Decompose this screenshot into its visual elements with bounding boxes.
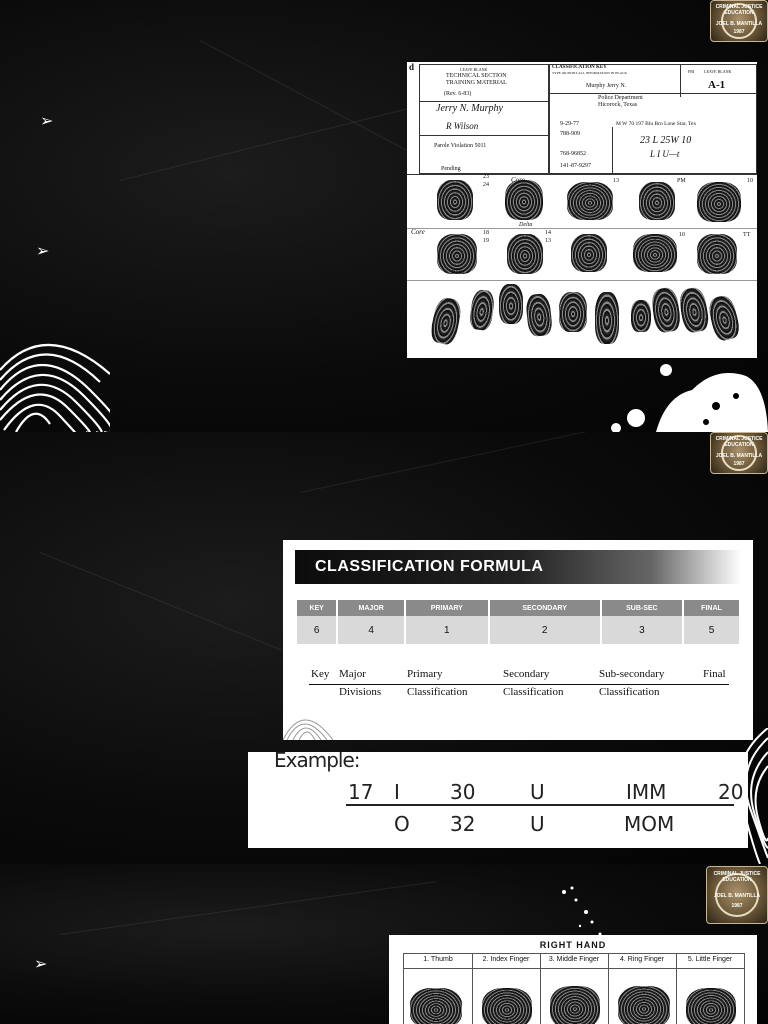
formula-table	[297, 600, 741, 644]
logo-text: CRIMINAL JUSTICE EDUCATION	[715, 4, 763, 16]
annotation: PM	[677, 178, 686, 184]
formula-header: KEY	[297, 600, 337, 616]
logo-text: CRIMINAL JUSTICE EDUCATION	[713, 871, 761, 883]
key-subtitle: TYPE OR PRINT ALL INFORMATION IN BLACK	[552, 71, 628, 75]
formula-header: FINAL	[683, 600, 740, 616]
card-label: d	[409, 62, 415, 72]
right-hand-title: RIGHT HAND	[539, 940, 607, 950]
logo-text: 1987	[733, 29, 745, 35]
subject-name: Murphy Jerry N.	[586, 83, 627, 89]
handwritten-formula: 23 L 25W 10	[640, 135, 692, 146]
annotation: 24	[483, 182, 489, 188]
example-value: 32	[450, 812, 476, 836]
official-signature: R Wilson	[446, 121, 479, 131]
logo-text: 1987	[731, 903, 743, 909]
fingerprint-impression	[633, 234, 677, 272]
formula-title-bar	[295, 550, 741, 584]
example-value: IMM	[626, 780, 667, 804]
fingerprint-impression	[571, 234, 607, 272]
fingerprint-impression	[595, 292, 619, 344]
formula-header: SUB-SEC	[601, 600, 683, 616]
annotation: Core	[511, 176, 525, 184]
formula-value: 4	[337, 616, 405, 644]
id-number: 788-909	[560, 131, 580, 137]
formula-value: 2	[489, 616, 601, 644]
legend-label: Primary	[407, 668, 443, 680]
classification-formula-card	[283, 540, 753, 740]
annotation: 18	[483, 230, 489, 236]
ink-splatter-decoration	[596, 356, 768, 432]
logo-text: 1987	[733, 461, 745, 467]
annotation: 10	[747, 178, 753, 184]
legend-label: Final	[703, 668, 726, 680]
criminal-justice-logo	[710, 0, 768, 42]
annotation: 13	[613, 178, 619, 184]
slide-2	[0, 432, 768, 864]
card-left-block	[419, 64, 549, 174]
finger-label-little: 5. Little Finger	[687, 956, 733, 963]
background-crease	[40, 552, 281, 650]
bullet-arrow-icon: ➢	[40, 113, 54, 130]
example-value: I	[394, 780, 400, 804]
fingerprint-impression	[567, 182, 613, 220]
logo-text: JOEL B. MANTILLA	[715, 21, 763, 27]
legend-underline	[309, 684, 729, 685]
legend-label: Classification	[503, 686, 564, 698]
fingerprint-impression	[437, 234, 477, 274]
fingerprint-impression	[697, 182, 741, 222]
example-value: U	[530, 812, 545, 836]
bullet-arrow-icon: ➢	[36, 243, 50, 260]
legend-label: Divisions	[339, 686, 382, 698]
logo-text: JOEL B. MANTILLA	[713, 893, 761, 899]
formula-header: SECONDARY	[489, 600, 601, 616]
index-print	[482, 988, 532, 1024]
formula-value: 3	[601, 616, 683, 644]
fingerprint-impression	[468, 289, 495, 332]
legend-label: Key	[311, 668, 330, 680]
annotation: Delta	[519, 222, 533, 228]
fingerprint-impression	[559, 292, 587, 332]
fingerprint-impression	[697, 234, 737, 274]
legend-label: Classification	[599, 686, 660, 698]
criminal-justice-logo	[710, 432, 768, 474]
finger-label-thumb: 1. Thumb	[423, 956, 453, 963]
slide-3	[0, 864, 768, 1024]
class-code: A-1	[708, 79, 726, 91]
legend-label: Sub-secondary	[599, 668, 665, 680]
legend-label: Classification	[407, 686, 468, 698]
finger-label-index: 2. Index Finger	[482, 956, 530, 963]
example-value: MOM	[624, 812, 675, 836]
background-crease	[300, 432, 711, 493]
middle-print	[550, 986, 600, 1024]
legend-label: Major	[339, 668, 366, 680]
fraction-line	[346, 804, 734, 806]
fingerprint-impression	[507, 234, 543, 274]
criminal-justice-logo	[706, 866, 768, 924]
example-value: 17	[348, 780, 374, 804]
fingerprint-impression	[505, 180, 543, 220]
fingerprint-decoration-icon	[0, 330, 110, 432]
ring-print	[618, 986, 670, 1024]
signature-text: Jerry N. Murphy	[436, 103, 503, 114]
thumb-print	[410, 988, 462, 1024]
example-value: O	[394, 812, 410, 836]
bullet-arrow-icon: ➢	[34, 956, 48, 973]
leave-blank-label: LEAVE BLANK	[460, 67, 488, 72]
fbi-label: FBI	[688, 69, 695, 74]
formula-header: PRIMARY	[405, 600, 488, 616]
little-print	[686, 988, 736, 1024]
formula-value: 6	[297, 616, 337, 644]
fingerprint-impression	[437, 180, 473, 220]
finger-label-ring: 4. Ring Finger	[620, 956, 664, 963]
fingerprint-impression	[525, 293, 553, 337]
agency-text: TECHNICAL SECTION TRAINING MATERIAL	[446, 73, 507, 86]
fingerprint-impression	[631, 300, 651, 332]
annotation: 19	[483, 238, 489, 244]
fingerprint-impression	[429, 296, 464, 346]
finger-grid	[403, 953, 745, 1024]
fingerprint-impression	[677, 286, 710, 334]
example-value: U	[530, 780, 545, 804]
key-title: CLASSIFICATION KEY	[552, 65, 607, 70]
fingerprint-impression	[639, 182, 675, 220]
description-row: M W 70 197 Blu Brn Lone Star, Tex	[616, 121, 697, 127]
formula-value: 1	[405, 616, 488, 644]
example-value: 20	[718, 780, 744, 804]
fingerprint-decoration-icon	[283, 700, 333, 740]
example-card	[248, 748, 748, 848]
charge-text: Parole Violation 5011	[434, 143, 487, 149]
formula-title: CLASSIFICATION FORMULA	[315, 558, 544, 575]
revision-text: (Rev. 6-83)	[444, 91, 472, 97]
id-number: 768-96852	[560, 151, 586, 157]
annotation: 23	[483, 174, 489, 180]
date-of-birth: 9-29-77	[560, 121, 579, 127]
id-number: 141-87-9297	[560, 163, 591, 169]
right-hand-card	[389, 935, 757, 1024]
leave-blank-label: LEAVE BLANK	[704, 69, 732, 74]
annotation: 13	[545, 238, 551, 244]
fingerprint-impression	[650, 286, 682, 333]
logo-text: CRIMINAL JUSTICE EDUCATION	[715, 436, 763, 448]
slide-1	[0, 0, 768, 432]
finger-label-middle: 3. Middle Finger	[548, 956, 600, 963]
fingerprint-impression	[499, 284, 523, 324]
example-title: Example:	[274, 748, 360, 772]
annotation: 10	[679, 232, 685, 238]
ink-speckle-decoration	[556, 882, 616, 942]
police-department: Police Department Hicorock, Texas	[598, 95, 643, 108]
formula-header: MAJOR	[337, 600, 405, 616]
legend-label: Secondary	[503, 668, 550, 680]
example-value: 30	[450, 780, 476, 804]
logo-text: JOEL B. MANTILLA	[715, 453, 763, 459]
annotation: Delta	[451, 270, 465, 276]
classification-key-block	[549, 64, 757, 174]
annotation: 14	[545, 230, 551, 236]
formula-value: 5	[683, 616, 740, 644]
background-crease	[60, 881, 436, 935]
pending-label: Pending	[441, 166, 461, 172]
fingerprint-impression	[706, 294, 742, 343]
annotation: Core	[411, 228, 425, 236]
handwritten-formula: L I U—t	[650, 149, 680, 159]
annotation: TT	[743, 232, 751, 238]
fingerprint-card	[407, 62, 757, 358]
